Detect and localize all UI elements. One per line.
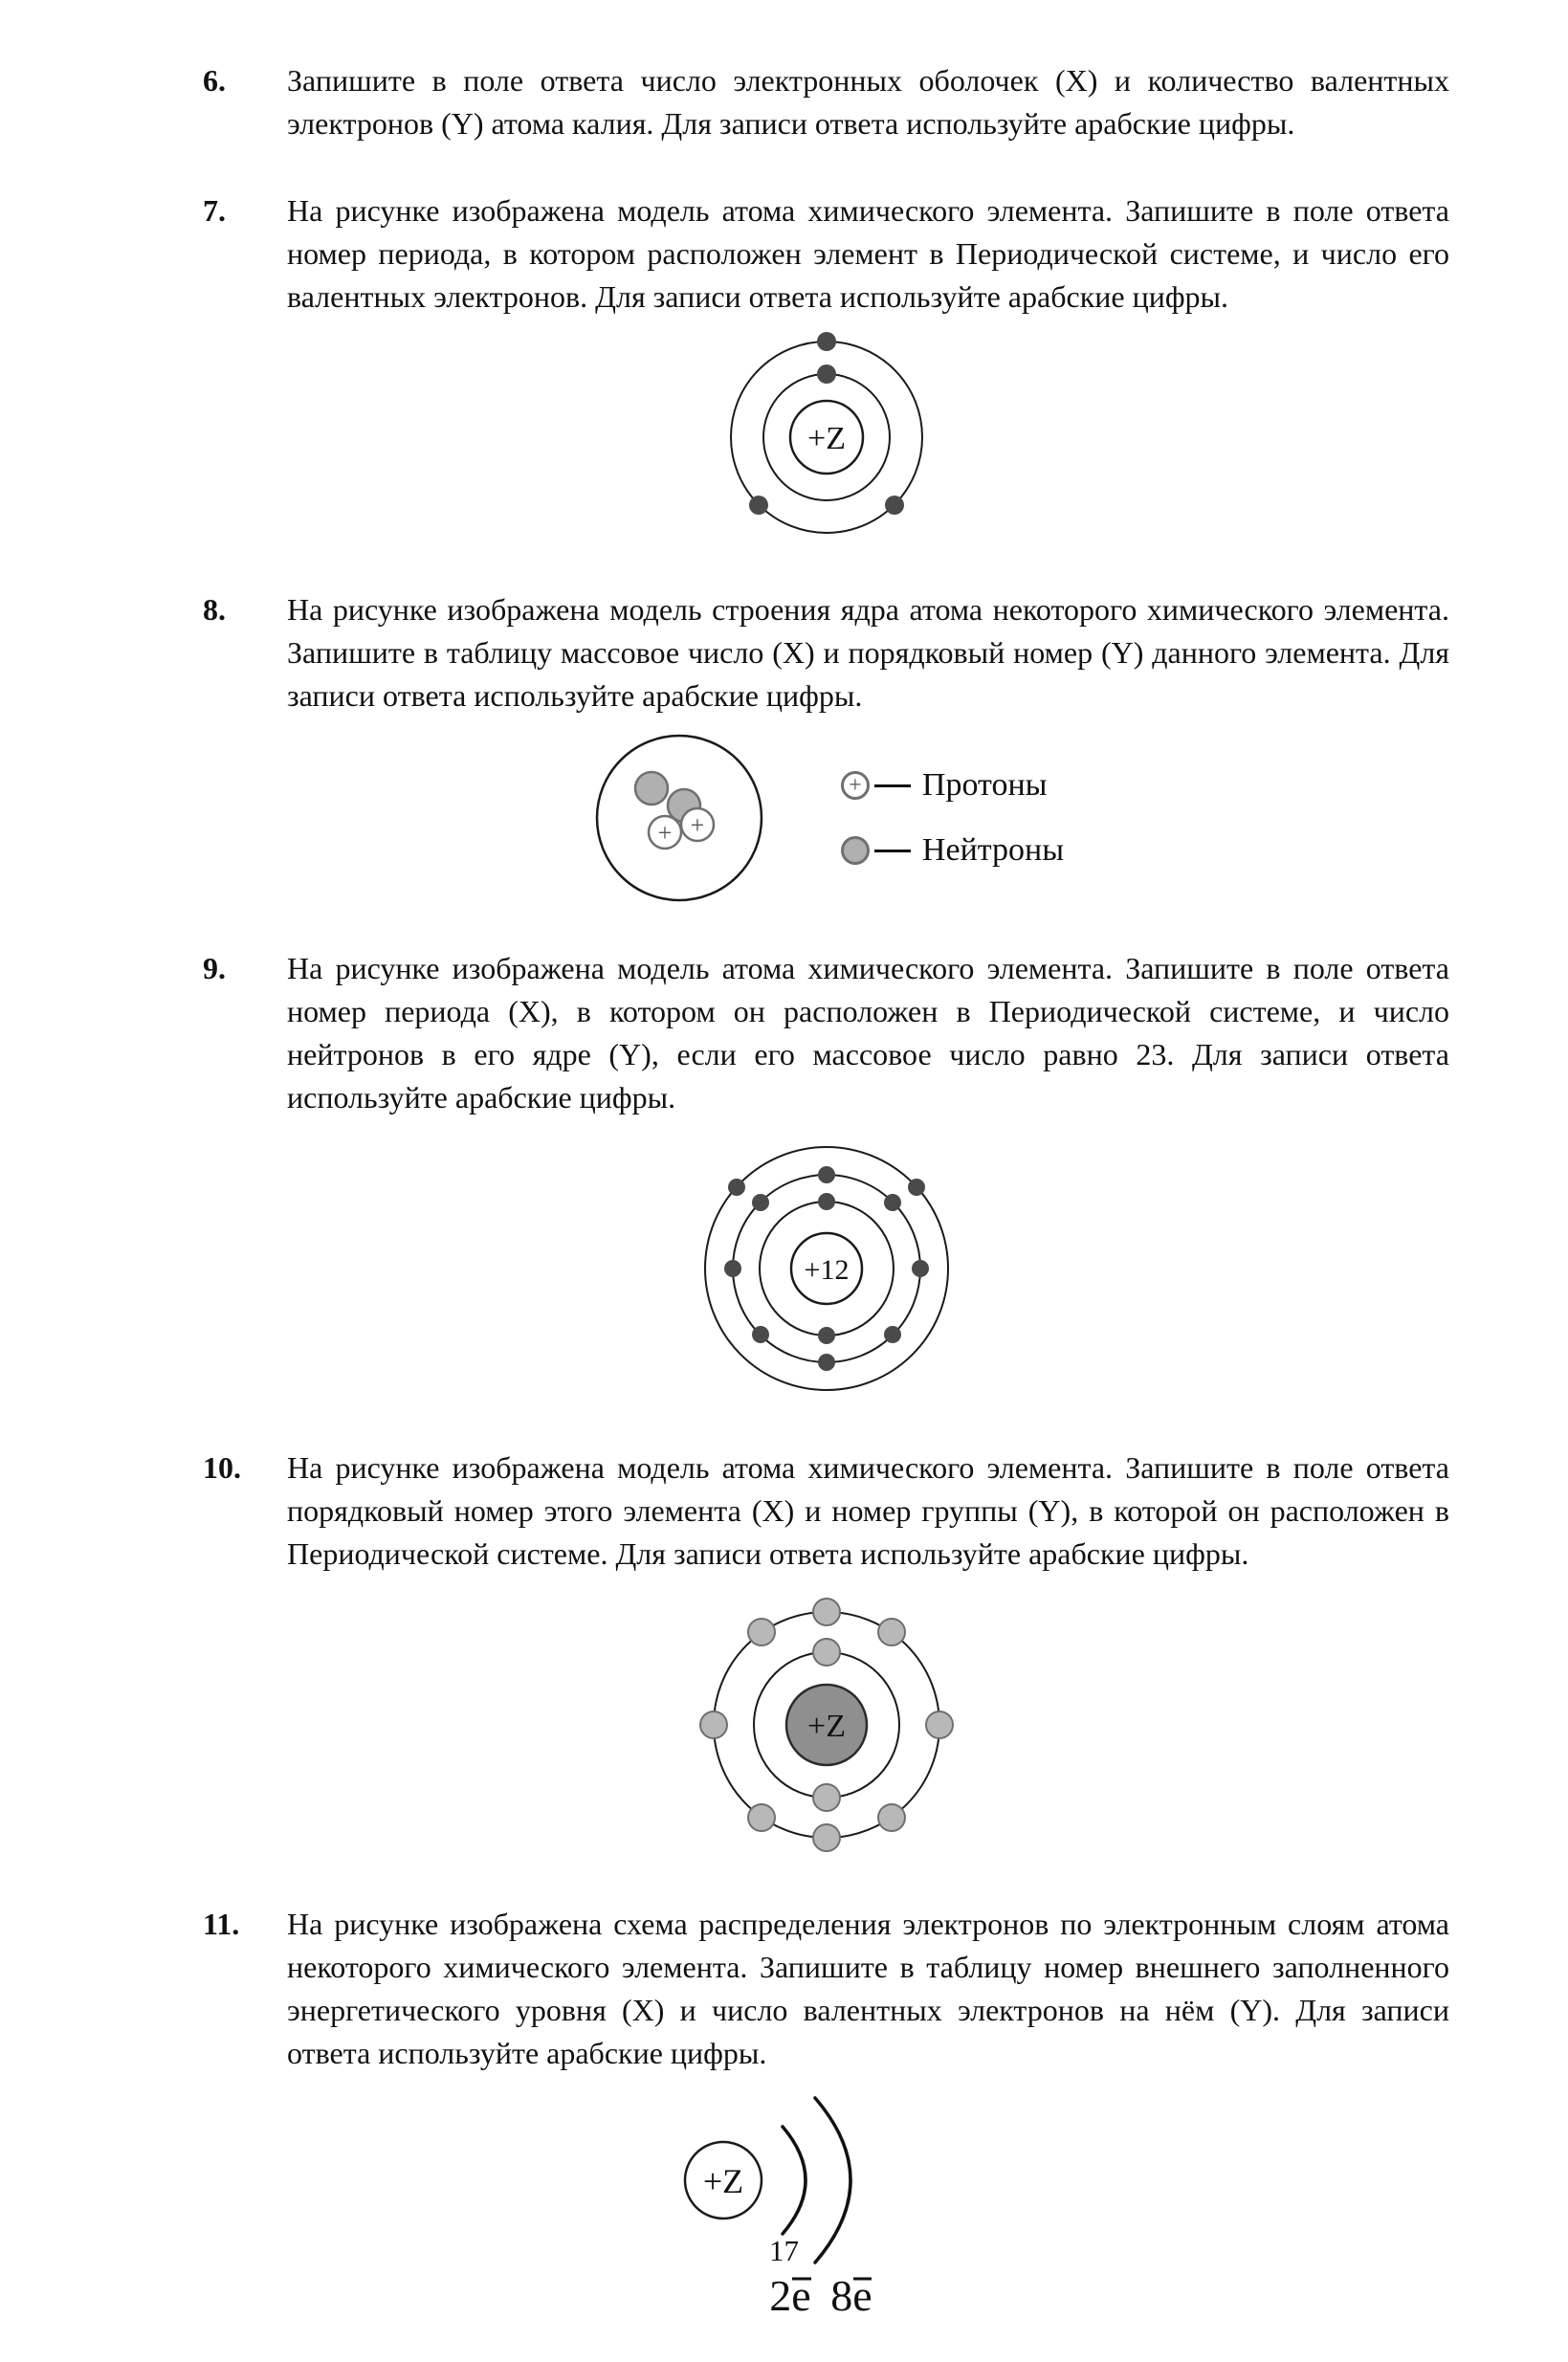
electron-dot: [748, 1804, 775, 1831]
electron-dot: [926, 1711, 953, 1738]
electron-dot: [818, 1327, 835, 1344]
legend-label-protons: Протоны: [921, 767, 1048, 803]
electron-dot: [724, 1260, 741, 1277]
electron-count-level1: 2e: [768, 2271, 811, 2320]
nucleus-label: +Z: [806, 421, 846, 456]
question-text: На рисунке изображена модель строения ядра атома некоторого химического элемента. Запишите в таблицу массовое число (X) и порядковый номер (Y) данного элемента. Для записи ответа используйте арабские цифры.: [287, 592, 1449, 713]
electron-distribution-diagram: [664, 2085, 989, 2326]
atom-model-diagram: [674, 1129, 980, 1408]
electron-dot: [878, 1804, 905, 1831]
nucleus-label: +Z: [806, 1709, 846, 1744]
electron-dot: [908, 1179, 925, 1196]
question-10: [203, 1446, 1449, 1576]
electron-dot: [818, 1354, 835, 1371]
nucleus-model-diagram: [588, 727, 770, 909]
electron-dot: [878, 1619, 905, 1645]
electron-dot: [700, 1711, 727, 1738]
electron-dot: [752, 1194, 769, 1211]
electron-dot: [813, 1599, 840, 1625]
neutron-icon: [635, 772, 668, 805]
electron-dot: [817, 364, 836, 384]
electron-dot: [748, 1619, 775, 1645]
question-number: 11.: [203, 1907, 240, 1941]
electron-dot: [885, 496, 904, 515]
electron-dot: [884, 1194, 901, 1211]
electron-dot: [884, 1326, 901, 1343]
question-text: На рисунке изображена модель атома химического элемента. Запишите в поле ответа номер периода, в котором расположен элемент в Периодической системе, и число его валентных электронов. Для записи ответа используйте арабские цифры.: [287, 193, 1449, 314]
figure-q7-atom-model: [203, 328, 1449, 550]
question-number: 6.: [203, 63, 226, 98]
nucleus-legend: [841, 767, 1064, 869]
page-number: 17: [769, 2234, 799, 2267]
atom-model-diagram: [683, 1585, 970, 1865]
question-number: 9.: [203, 951, 226, 985]
figure-q11-electron-scheme: [203, 2085, 1449, 2326]
nucleus-label: +12: [804, 1254, 849, 1286]
question-11: [203, 1903, 1449, 2075]
atom-model-diagram: [701, 328, 952, 550]
electron-dot: [813, 1784, 840, 1811]
question-number: 7.: [203, 193, 226, 228]
legend-dash: [874, 850, 911, 852]
legend-label-neutrons: Нейтроны: [921, 832, 1065, 868]
question-text: На рисунке изображена модель атома химического элемента. Запишите в поле ответа номер периода (X), в котором он расположен в Периодической системе, и число нейтронов в его ядре (Y), если его массовое число равно 23. Для записи ответа используйте арабские цифры.: [287, 951, 1449, 1115]
question-7: [203, 189, 1449, 319]
electron-dot: [818, 1193, 835, 1210]
legend-dash: [874, 784, 911, 787]
proton-icon: +: [841, 771, 870, 800]
electron-count-level2: 8e: [829, 2271, 872, 2320]
question-9: [203, 947, 1449, 1119]
figure-q10-atom-model: [203, 1585, 1449, 1865]
electron-dot: [912, 1260, 929, 1277]
nucleus-label: +Z: [702, 2162, 743, 2200]
question-8: [203, 588, 1449, 717]
electron-dot: [817, 332, 836, 351]
question-text: На рисунке изображена схема распределения электронов по электронным слоям атома некоторого химического элемента. Запишите в таблицу номер внешнего заполненного энергетического уровня (X) и число валентных электронов на нём (Y). Для записи ответа используйте арабские цифры.: [287, 1907, 1449, 2070]
neutron-icon: [841, 836, 870, 865]
question-text: Запишите в поле ответа число электронных оболочек (X) и количество валентных электронов (Y) атома калия. Для записи ответа используйте арабские цифры.: [287, 63, 1449, 141]
energy-level-arc: [783, 2127, 806, 2234]
proton-plus-sign: +: [657, 819, 673, 847]
figure-q8-nucleus-model: [203, 727, 1449, 909]
legend-row-neutrons: [841, 832, 1064, 869]
electron-dot: [818, 1166, 835, 1183]
question-text: На рисунке изображена модель атома химического элемента. Запишите в поле ответа порядковый номер этого элемента (X) и номер группы (Y), в которой он расположен в Периодической системе. Для записи ответа используйте арабские цифры.: [287, 1450, 1449, 1571]
question-6: [203, 59, 1449, 145]
electron-dot: [728, 1179, 745, 1196]
electron-dot: [752, 1326, 769, 1343]
question-number: 10.: [203, 1450, 241, 1485]
figure-q9-atom-model: [203, 1129, 1449, 1408]
electron-dot: [813, 1639, 840, 1666]
electron-dot: [813, 1824, 840, 1851]
electron-dot: [749, 496, 768, 515]
proton-plus-sign: +: [690, 811, 705, 839]
question-number: 8.: [203, 592, 226, 627]
legend-row-protons: [841, 767, 1064, 804]
